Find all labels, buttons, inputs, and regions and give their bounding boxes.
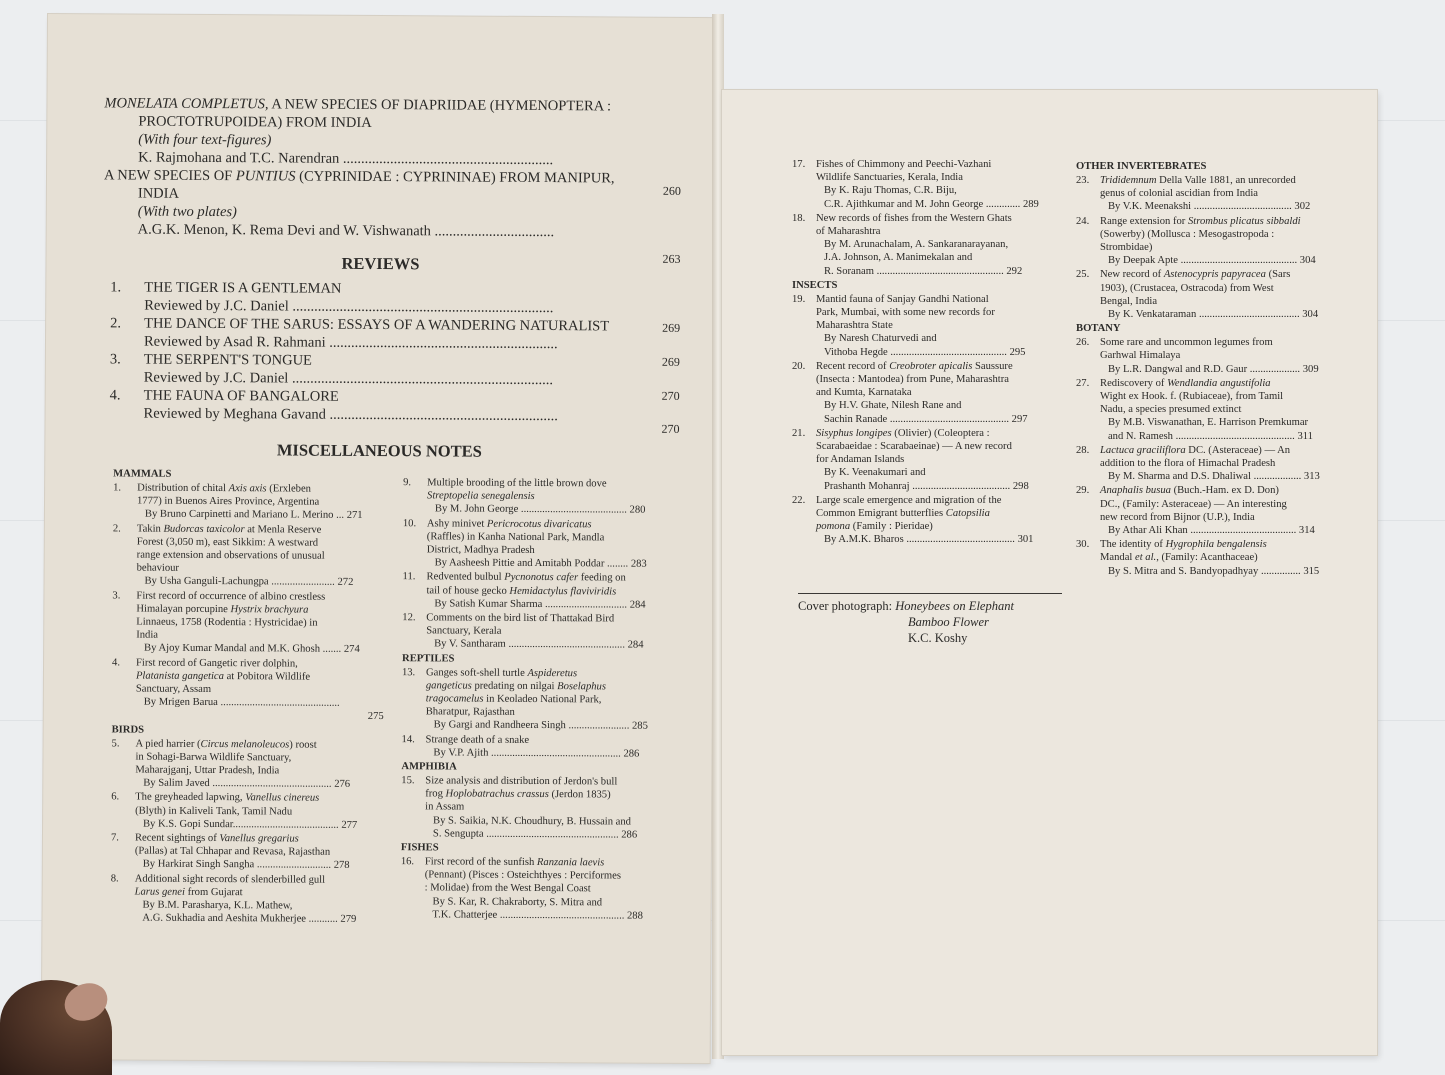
note-line: Size analysis and distribution of Jerdon's bull (425, 775, 618, 788)
note-line: By M.B. Viswanathan, E. Harrison Premkumar (1100, 417, 1309, 429)
note-line: J.A. Johnson, A. Manimekalan and (816, 252, 973, 264)
toc-note-entry (401, 733, 679, 761)
note-line: By K. Venkataraman ...................................... 304 (1100, 309, 1319, 321)
note-line: By K.S. Gopi Sundar........................................ 277 (135, 818, 358, 831)
toc-note-entry (401, 774, 679, 842)
entry-title-line2: INDIA (137, 185, 180, 202)
note-text (816, 293, 1062, 359)
toc-note-entry (403, 476, 681, 517)
section-heading: FISHES (400, 842, 439, 854)
note-line: tail of house gecko Hemidactylus flaviviridis (426, 584, 617, 598)
toc-note-entry (113, 481, 385, 522)
note-line: Maharajganj, Uttar Pradesh, India (135, 764, 280, 777)
note-line: Nadu, a species presumed extinct (1100, 404, 1242, 416)
note-line: Ashy minivet Pericrocotus divaricatus (426, 517, 592, 530)
note-text (1100, 336, 1348, 376)
note-text (427, 476, 681, 517)
note-text (1100, 215, 1348, 268)
note-number: 29. (1076, 485, 1090, 497)
review-number: 4. (109, 387, 121, 404)
review-title: THE FAUNA OF BANGALORE (143, 387, 339, 405)
note-line: The greyheaded lapwing, Vanellus cinereus (135, 792, 320, 805)
note-line: Wight ex Hook. f. (Rubiaceae), from Tamil (1100, 391, 1284, 403)
note-line: Large scale emergence and migration of the (816, 494, 1002, 506)
note-line: Himalayan porcupine Hystrix brachyura (136, 603, 309, 616)
note-line: for Andaman Islands (816, 454, 905, 466)
note-line: Bengal, India (1100, 295, 1158, 307)
note-line: gangeticus predating on nilgai Boselaphus (425, 680, 607, 693)
note-line: in Sohagi-Barwa Wildlife Sanctuary, (135, 751, 292, 764)
note-line: : Molidae) from the West Bengal Coast (424, 882, 591, 895)
note-line: By L.R. Dangwal and R.D. Gaur ................... 309 (1100, 363, 1319, 375)
review-title: THE TIGER IS A GENTLEMAN (144, 279, 342, 297)
note-text (1100, 377, 1348, 443)
note-line: 1903), (Crustacea, Ostracoda) from West (1100, 282, 1274, 294)
note-line: Fishes of Chimmony and Peechi-Vazhani (816, 159, 992, 170)
note-line: By Harkirat Singh Sangha ............................ 278 (134, 859, 350, 872)
note-number: 22. (792, 494, 806, 506)
note-number: 6. (111, 791, 120, 803)
note-text (816, 212, 1062, 278)
note-number: 13. (401, 666, 416, 678)
note-line: 275 (367, 711, 384, 723)
toc-note-entry (792, 212, 1062, 278)
cover-title-line1: Honeybees on Elephant (895, 599, 1014, 613)
toc-note-entry (792, 293, 1062, 359)
note-line: Sanctuary, Assam (135, 683, 212, 696)
note-line: By Naresh Chaturvedi and (816, 333, 937, 345)
note-line: By Deepak Apte ............................................ 304 (1100, 255, 1316, 267)
entry-title-italic: MONELATA COMPLETUS, (104, 95, 269, 113)
review-page: 269 (661, 354, 680, 369)
note-text (426, 611, 680, 652)
note-line: Recent sightings of Vanellus gregarius (134, 832, 299, 845)
section-heading: REPTILES (402, 652, 455, 665)
note-line: By Bruno Carpinetti and Mariano L. Merino ... 271 (136, 508, 363, 522)
note-text (135, 737, 383, 791)
entry-title: A NEW SPECIES OF DIAPRIIDAE (HYMENOPTERA : (268, 96, 612, 115)
note-number: 15. (401, 775, 415, 787)
note-line: Some rare and uncommon legumes from (1100, 337, 1273, 349)
note-line: Larus genei from Gujarat (134, 886, 243, 899)
entry-page: 260 (662, 183, 681, 198)
reviews-list (110, 278, 610, 425)
note-number: 4. (112, 657, 121, 669)
note-number: 7. (110, 832, 119, 844)
note-line: Rediscovery of Wendlandia angustifolia (1100, 377, 1271, 389)
note-line: Ganges soft-shell turtle Aspideretus (425, 666, 578, 679)
note-line: Wildlife Sanctuaries, Kerala, India (816, 172, 963, 184)
toc-entry-puntius (104, 166, 615, 241)
note-line: By Mrigen Barua ............................................. (135, 696, 340, 710)
note-line: and N. Ramesh ............................................. 311 (1100, 430, 1313, 442)
review-number: 3. (109, 351, 121, 368)
note-line: range extension and observations of unusual (136, 549, 325, 562)
entry-title-italic: PUNTIUS (235, 168, 296, 185)
cover-divider (798, 593, 1062, 594)
note-line: First record of occurrence of albino crestless (136, 590, 326, 603)
review-page: 270 (661, 421, 680, 436)
note-line: Additional sight records of slenderbilled gull (134, 873, 326, 886)
note-number: 12. (402, 612, 416, 624)
note-number: 10. (402, 517, 417, 529)
note-line: and Kumta, Karnataka (816, 387, 912, 399)
note-number: 28. (1076, 444, 1090, 456)
note-line: New record of Astenocypris papyracea (Sars (1100, 269, 1291, 281)
review-number: 1. (110, 279, 122, 296)
toc-entry-monelata (104, 94, 611, 169)
note-text (136, 589, 384, 657)
section-heading: OTHER INVERTEBRATES (1076, 161, 1207, 172)
review-title: THE SERPENT'S TONGUE (143, 351, 312, 369)
entry-title-pre: A NEW SPECIES OF (103, 167, 236, 185)
note-line: Park, Mumbai, with some new records for (816, 307, 995, 319)
note-text (1100, 174, 1348, 214)
note-line: Sisyphus longipes (Olivier) (Coleoptera : (816, 427, 990, 439)
note-number: 27. (1076, 377, 1090, 389)
note-line: Forest (3,050 m), east Sikkim: A westward (136, 536, 319, 549)
note-line: Platanista gangetica at Pobitora Wildlife (135, 670, 311, 683)
note-line: By M. John George ........................................ 280 (426, 503, 646, 517)
note-line: addition to the flora of Himachal Pradesh (1100, 458, 1276, 470)
note-line: By K. Veenakumari and (816, 467, 926, 479)
cover-title-line2: Bamboo Flower (908, 615, 989, 629)
note-number: 8. (110, 873, 119, 885)
note-line: By Satish Kumar Sharma ............................... 284 (426, 598, 646, 611)
toc-note-entry (1076, 336, 1348, 376)
note-text (1100, 484, 1348, 537)
note-line: By S. Saikia, N.K. Choudhury, B. Hussain and (425, 814, 632, 828)
toc-note-entry (402, 611, 680, 652)
toc-note-entry (402, 666, 680, 734)
note-number: 20. (792, 360, 806, 372)
note-line: By Athar Ali Khan ........................................ 314 (1100, 525, 1315, 537)
note-line: Bharatpur, Rajasthan (425, 706, 515, 719)
note-number: 26. (1076, 337, 1090, 349)
note-line: behaviour (136, 562, 180, 575)
note-line: First record of Gangetic river dolphin, (136, 657, 298, 670)
note-number: 23. (1076, 175, 1090, 186)
misc-notes-heading: MISCELLANEOUS NOTES (276, 440, 482, 461)
section-heading: AMPHIBIA (401, 761, 457, 773)
note-number: 21. (792, 427, 806, 439)
review-title: THE DANCE OF THE SARUS: ESSAYS OF A WANDERING NATURALIST (144, 315, 610, 335)
note-line: genus of colonial ascidian from India (1100, 188, 1258, 200)
toc-note-entry (403, 517, 681, 572)
note-number: 19. (792, 293, 806, 305)
note-line: in Assam (425, 801, 465, 814)
note-line: S. Sengupta .................................................. 286 (424, 828, 638, 841)
review-by: Reviewed by J.C. Daniel ........................................................................ (144, 297, 554, 317)
toc-note-entry (792, 494, 1062, 547)
note-number: 25. (1076, 269, 1090, 281)
note-text (426, 571, 680, 612)
note-line: 1777) in Buenos Aires Province, Argentina (136, 495, 320, 508)
note-line: By Gargi and Randheera Singh ....................... 285 (425, 719, 648, 733)
note-line: Strange death of a snake (425, 733, 530, 746)
toc-note-entry (112, 522, 384, 590)
note-text (135, 791, 383, 832)
toc-note-entry (1076, 444, 1348, 484)
note-line: By K. Raju Thomas, C.R. Biju, (816, 185, 957, 197)
note-number: 30. (1076, 539, 1090, 551)
note-line: (Sowerby) (Mollusca : Mesogastropoda : (1100, 228, 1275, 240)
toc-column-right (1076, 160, 1348, 579)
note-text (136, 522, 384, 590)
note-line: Maharashtra State (816, 320, 893, 332)
reviews-heading: REVIEWS (341, 253, 420, 274)
toc-note-entry (112, 589, 384, 657)
note-line: frog Hoplobatrachus crassus (Jerdon 1835) (425, 788, 611, 801)
note-line: Multiple brooding of the little brown dove (427, 477, 607, 490)
review-number: 2. (110, 315, 122, 332)
note-line: A pied harrier (Circus melanoleucos) roost (135, 738, 317, 751)
note-line: Sanctuary, Kerala (426, 625, 502, 638)
note-number: 11. (402, 571, 416, 583)
note-text (137, 482, 385, 523)
note-line: New records of fishes from the Western Ghats (816, 212, 1012, 224)
note-line: Sachin Ranade ............................................. 297 (816, 413, 1028, 425)
note-line: Prashanth Mohanraj ..................................... 298 (816, 480, 1029, 492)
note-line: By V.P. Ajith ................................................. 286 (425, 747, 640, 760)
toc-note-entry (1076, 268, 1348, 321)
note-number: 3. (112, 590, 121, 602)
note-text (816, 427, 1062, 493)
cover-caption (798, 598, 1014, 646)
note-line: By S. Mitra and S. Bandyopadhyay ............... 315 (1100, 565, 1320, 577)
note-line: India (136, 629, 159, 641)
note-line: District, Madhya Pradesh (426, 544, 535, 556)
note-text (425, 733, 679, 761)
note-text (1100, 444, 1348, 484)
toc-note-entry (1076, 484, 1348, 537)
note-line: By Usha Ganguli-Lachungpa ........................ 272 (136, 575, 354, 589)
note-line: Strombidae) (1100, 242, 1153, 254)
review-by: Reviewed by J.C. Daniel ........................................................................ (143, 369, 554, 389)
note-line: new record from Bijnor (U.P.), India (1100, 511, 1255, 523)
entry-note: (With two plates) (137, 203, 237, 221)
note-line: Common Emigrant butterflies Catopsilia (816, 508, 990, 520)
toc-note-entry (111, 831, 383, 872)
note-text (136, 656, 384, 724)
review-page: 270 (661, 388, 680, 403)
entry-authors: A.G.K. Menon, K. Rema Devi and W. Vishwanath ................................. (137, 221, 555, 241)
toc-note-entry (1076, 215, 1348, 268)
note-number: 2. (112, 523, 121, 535)
note-line: Distribution of chital Axis axis (Erxleben (137, 482, 312, 495)
note-line: Vithoba Hegde ............................................ 295 (816, 346, 1026, 358)
note-text (1100, 538, 1348, 578)
note-line: Mandal et al., (Family: Acanthaceae) (1100, 552, 1258, 564)
misc-column-left (110, 467, 385, 927)
note-line: Trididemnum Della Valle 1881, an unrecorded (1100, 175, 1296, 186)
note-line: By Aasheesh Pittie and Amitabh Poddar ........ 283 (426, 557, 647, 570)
toc-note-entry (110, 872, 382, 926)
note-line: Scarabaeidae : Scarabaeinae) — A new record (816, 441, 1012, 453)
note-line: (Blyth) in Kaliveli Tank, Tamil Nadu (135, 805, 293, 818)
note-line: Range extension for Strombus plicatus sibbaldi (1100, 215, 1301, 227)
toc-note-entry (792, 360, 1062, 426)
note-text (424, 855, 678, 923)
note-line: DC., (Family: Asteraceae) — An interesting (1100, 498, 1287, 510)
note-line: (Raffles) in Kanha National Park, Mandla (426, 531, 605, 544)
review-page: 269 (662, 320, 681, 335)
entry-note: (With four text-figures) (138, 131, 272, 149)
note-number: 17. (792, 159, 806, 170)
cover-credit: K.C. Koshy (908, 631, 968, 645)
note-number: 14. (401, 733, 415, 745)
toc-note-entry (111, 737, 383, 791)
note-text (427, 517, 681, 571)
note-number: 16. (400, 856, 415, 868)
entry-title: (CYPRINIDAE : CYPRININAE) FROM MANIPUR, (295, 168, 615, 187)
note-number: 18. (792, 212, 806, 224)
note-line: T.K. Chatterjee ............................................... 288 (424, 909, 643, 922)
left-page (42, 14, 716, 1063)
entry-authors: K. Rajmohana and T.C. Narendran .......................................................... (138, 149, 554, 169)
note-line: of Maharashtra (816, 226, 881, 238)
cover-label: Cover photograph: (798, 599, 893, 613)
section-heading: MAMMALS (113, 468, 172, 480)
note-text (816, 360, 1062, 426)
note-text (816, 158, 1062, 211)
misc-column-right (400, 476, 681, 924)
note-line: (Pallas) at Tal Chhapar and Revasa, Rajasthan (134, 845, 331, 859)
note-line: C.R. Ajithkumar and M. John George ............. 289 (816, 198, 1039, 210)
toc-note-entry (1076, 174, 1348, 214)
review-by: Reviewed by Asad R. Rahmani ............................................................... (143, 333, 558, 353)
toc-note-entry (1076, 538, 1348, 578)
note-line: tragocamelus in Keoladeo National Park, (425, 693, 602, 706)
toc-note-entry (112, 656, 384, 724)
toc-note-entry (111, 791, 383, 832)
note-line: By M. Arunachalam, A. Sankaranarayanan, (816, 239, 1009, 251)
note-line: pomona (Family : Pieridae) (816, 521, 933, 533)
note-line: By Ajoy Kumar Mandal and M.K. Ghosh ....... 274 (136, 642, 360, 656)
entry-title-line2: PROCTOTRUPOIDEA) FROM INDIA (138, 113, 372, 131)
note-line: R. Soranam ................................................ 292 (816, 265, 1023, 277)
note-line: By V. Santharam ............................................ 284 (426, 638, 644, 652)
note-number: 24. (1076, 215, 1090, 227)
note-text (425, 774, 679, 842)
note-text (426, 666, 680, 734)
note-line: By H.V. Ghate, Nilesh Rane and (816, 400, 962, 412)
note-line: Recent record of Creobroter apicalis Saussure (816, 360, 1013, 372)
toc-note-entry (400, 855, 678, 923)
toc-note-entry (792, 158, 1062, 211)
note-line: Linnaeus, 1758 (Rodentia : Hystricidae) in (136, 616, 318, 629)
note-number: 9. (403, 477, 412, 489)
note-line: Garhwal Himalaya (1100, 350, 1181, 362)
note-number: 1. (113, 482, 122, 494)
toc-note-entry (402, 571, 680, 612)
toc-note-entry (792, 427, 1062, 493)
section-heading: BOTANY (1076, 323, 1121, 335)
note-line: Streptopelia senegalensis (427, 490, 535, 503)
toc-note-entry (1076, 377, 1348, 443)
entry-page: 263 (662, 251, 681, 266)
note-line: By Salim Javed ............................................. 276 (135, 777, 351, 791)
note-line: Redvented bulbul Pycnonotus cafer feeding on (426, 571, 626, 584)
toc-column-left (792, 158, 1062, 548)
note-text (1100, 268, 1348, 321)
note-line: By M. Sharma and D.S. Dhaliwal .................. 313 (1100, 471, 1320, 483)
note-line: Anaphalis busua (Buch.-Ham. ex D. Don) (1100, 485, 1279, 497)
note-line: A.G. Sukhadia and Aeshita Mukherjee ........... 279 (134, 912, 357, 926)
note-line: Lactuca graciliflora DC. (Asteraceae) — An (1100, 444, 1291, 456)
section-heading: INSECTS (792, 279, 838, 291)
note-line: By B.M. Parasharya, K.L. Mathew, (134, 899, 293, 912)
review-by: Reviewed by Meghana Gavand ............................................................... (143, 405, 559, 425)
note-line: The identity of Hygrophila bengalensis (1100, 539, 1267, 551)
section-heading: BIRDS (111, 724, 145, 736)
note-text (135, 832, 383, 873)
note-text (816, 494, 1062, 547)
note-line: (Insecta : Mantodea) from Pune, Maharashtra (816, 374, 1009, 386)
note-line: Mantid fauna of Sanjay Gandhi National (816, 293, 989, 305)
note-line: By A.M.K. Bharos ......................................... 301 (816, 534, 1034, 546)
right-page (722, 90, 1377, 1055)
note-line: Takin Budorcas taxicolor at Menla Reserve (136, 523, 322, 536)
note-number: 5. (111, 738, 120, 750)
note-line: By V.K. Meenakshi ..................................... 302 (1100, 201, 1311, 213)
note-line: By S. Kar, R. Chakraborty, S. Mitra and (424, 896, 603, 909)
note-text (134, 872, 382, 926)
note-line: (Pennant) (Pisces : Osteichthyes : Perciformes (424, 869, 622, 882)
note-line: Comments on the bird list of Thattakad Bird (426, 612, 615, 625)
note-line: First record of the sunfish Ranzania laevis (424, 856, 605, 869)
